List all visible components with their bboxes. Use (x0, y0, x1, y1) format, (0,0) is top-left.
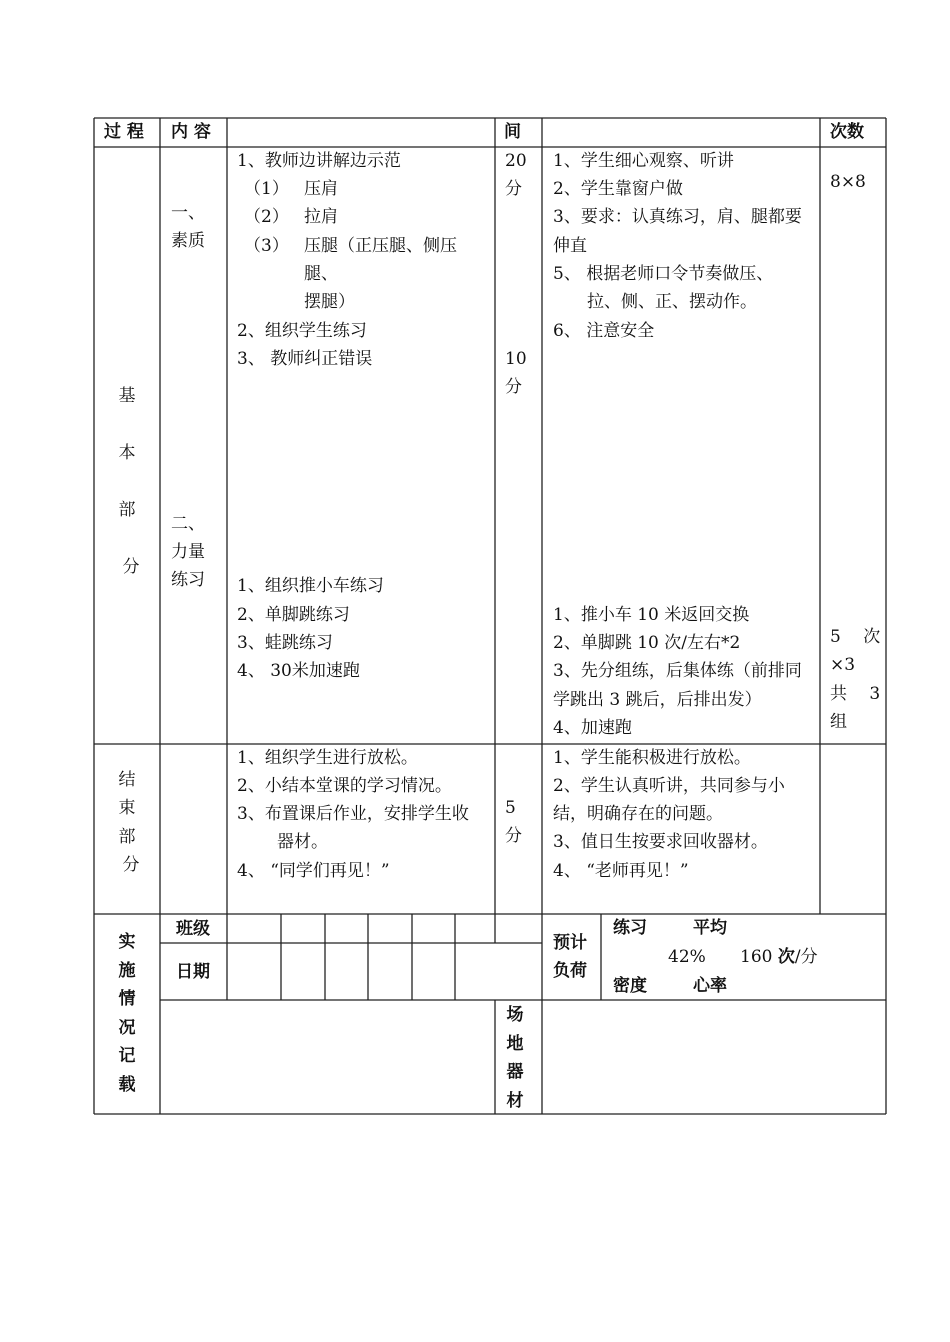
part1-step-index: （1） (244, 179, 289, 199)
basic-section-char: 分 (122, 557, 140, 577)
part1-step-item: 压腿（正压腿、侧压 (304, 236, 457, 256)
part1-step: 3、 教师纠正错误 (237, 349, 373, 369)
load-label: 预计 (553, 933, 587, 953)
record-section-char: 施 (118, 960, 136, 981)
part1-time-a-unit: 分 (505, 179, 522, 199)
header-time: 间 (504, 122, 521, 142)
date-label: 日期 (176, 962, 210, 982)
part1-student: 拉、侧、正、摆动作。 (587, 292, 757, 312)
part2-title-line2: 力量 (171, 542, 205, 562)
part1-count: 8×8 (830, 172, 866, 192)
part1-student: 2、学生靠窗户做 (553, 179, 683, 199)
ending-student: 4、 “老师再见！” (553, 861, 689, 881)
part1-step-item: 压肩 (304, 179, 338, 199)
part1-step: 1、教师边讲解边示范 (237, 151, 401, 171)
basic-section-label (112, 368, 142, 596)
venue-char: 器 (506, 1062, 524, 1083)
basic-section-char: 基 (118, 386, 136, 406)
ending-section-label (112, 766, 142, 879)
part2-count: 5 次 (830, 627, 881, 647)
part1-title-line2: 素质 (171, 231, 205, 251)
header-content: 内 容 (171, 122, 211, 142)
venue-char: 场 (506, 1005, 524, 1025)
ending-student: 2、学生认真听讲，共同参与小 (553, 776, 785, 796)
part1-student: 6、 注意安全 (553, 321, 655, 341)
record-section-label (112, 928, 142, 1100)
practice-label: 练习 (613, 918, 647, 938)
venue-char: 材 (506, 1090, 524, 1111)
heart-rate-unit: 次 (777, 947, 795, 967)
part2-count: 组 (830, 712, 847, 732)
part1-student: 5、 根据老师口令节奏做压、 (553, 264, 774, 284)
ending-section-char: 结 (118, 770, 136, 790)
heart-rate-unit-tail: /分 (794, 947, 818, 967)
basic-section-char: 部 (118, 500, 136, 520)
part1-time-b-num: 10 (505, 349, 527, 369)
ending-step: 器材。 (277, 832, 328, 852)
basic-section-char: 本 (118, 443, 136, 463)
header-count: 次数 (830, 122, 864, 142)
ending-student: 结，明确存在的问题。 (553, 804, 723, 824)
part2-count: 共 3 (830, 684, 881, 704)
part1-time-b-unit: 分 (505, 377, 522, 397)
ending-step: 2、小结本堂课的学习情况。 (237, 776, 452, 796)
part2-student: 1、推小车 10 米返回交换 (553, 605, 750, 625)
ending-section-char: 分 (122, 854, 140, 875)
part1-step-item: 腿、 (304, 264, 338, 284)
heart-rate-number: 160 (740, 947, 773, 967)
class-label: 班级 (176, 919, 210, 939)
part1-step-item: 摆腿） (304, 292, 355, 312)
part2-student: 3、先分组练，后集体练（前排同 (553, 661, 802, 681)
part1-student: 3、要求：认真练习，肩、腿都要 (553, 207, 802, 227)
record-section-char: 况 (118, 1017, 136, 1038)
part2-step: 2、单脚跳练习 (237, 605, 350, 625)
part2-student: 学跳出 3 跳后，后排出发） (553, 690, 762, 710)
part2-step: 1、组织推小车练习 (237, 576, 384, 596)
record-section-char: 情 (118, 989, 136, 1010)
part2-student: 4、加速跑 (553, 718, 632, 738)
ending-section-char: 束 (118, 798, 136, 819)
record-section-char: 载 (118, 1074, 136, 1095)
density-value: 42% (668, 947, 706, 967)
part2-count: ×3 (830, 655, 856, 675)
part2-title-line1: 二、 (171, 514, 205, 534)
density-label: 密度 (613, 976, 647, 996)
ending-step: 1、组织学生进行放松。 (237, 748, 418, 768)
part1-student: 1、学生细心观察、听讲 (553, 151, 734, 171)
ending-step: 3、布置课后作业，安排学生收 (237, 804, 469, 824)
part1-title-line1: 一、 (171, 203, 205, 223)
ending-section-char: 部 (118, 826, 136, 847)
load-label: 负荷 (553, 961, 587, 981)
part2-student: 2、单脚跳 10 次/左右*2 (553, 633, 741, 653)
average-label: 平均 (693, 918, 727, 938)
venue-char: 地 (506, 1033, 524, 1054)
ending-step: 4、 “同学们再见！” (237, 861, 390, 881)
record-section-char: 记 (118, 1046, 136, 1067)
header-process: 过 程 (104, 122, 144, 142)
ending-student: 1、学生能积极进行放松。 (553, 748, 751, 768)
part1-step-index: （3） (244, 236, 289, 256)
ending-time-num: 5 (505, 798, 516, 818)
record-section-char: 实 (118, 932, 136, 952)
part1-step-item: 拉肩 (304, 207, 338, 227)
part1-step: 2、组织学生练习 (237, 321, 367, 341)
part1-step-index: （2） (244, 207, 289, 227)
part2-title-line3: 练习 (171, 570, 205, 590)
part2-step: 4、 30米加速跑 (237, 661, 360, 681)
ending-student: 3、值日生按要求回收器材。 (553, 832, 768, 852)
part2-step: 3、蛙跳练习 (237, 633, 333, 653)
part1-student: 伸直 (553, 236, 587, 256)
heart-rate-label: 心率 (693, 976, 727, 996)
venue-label (500, 1001, 530, 1115)
heart-rate-value (740, 943, 818, 971)
ending-time-unit: 分 (505, 826, 522, 846)
part1-time-a-num: 20 (505, 151, 527, 171)
